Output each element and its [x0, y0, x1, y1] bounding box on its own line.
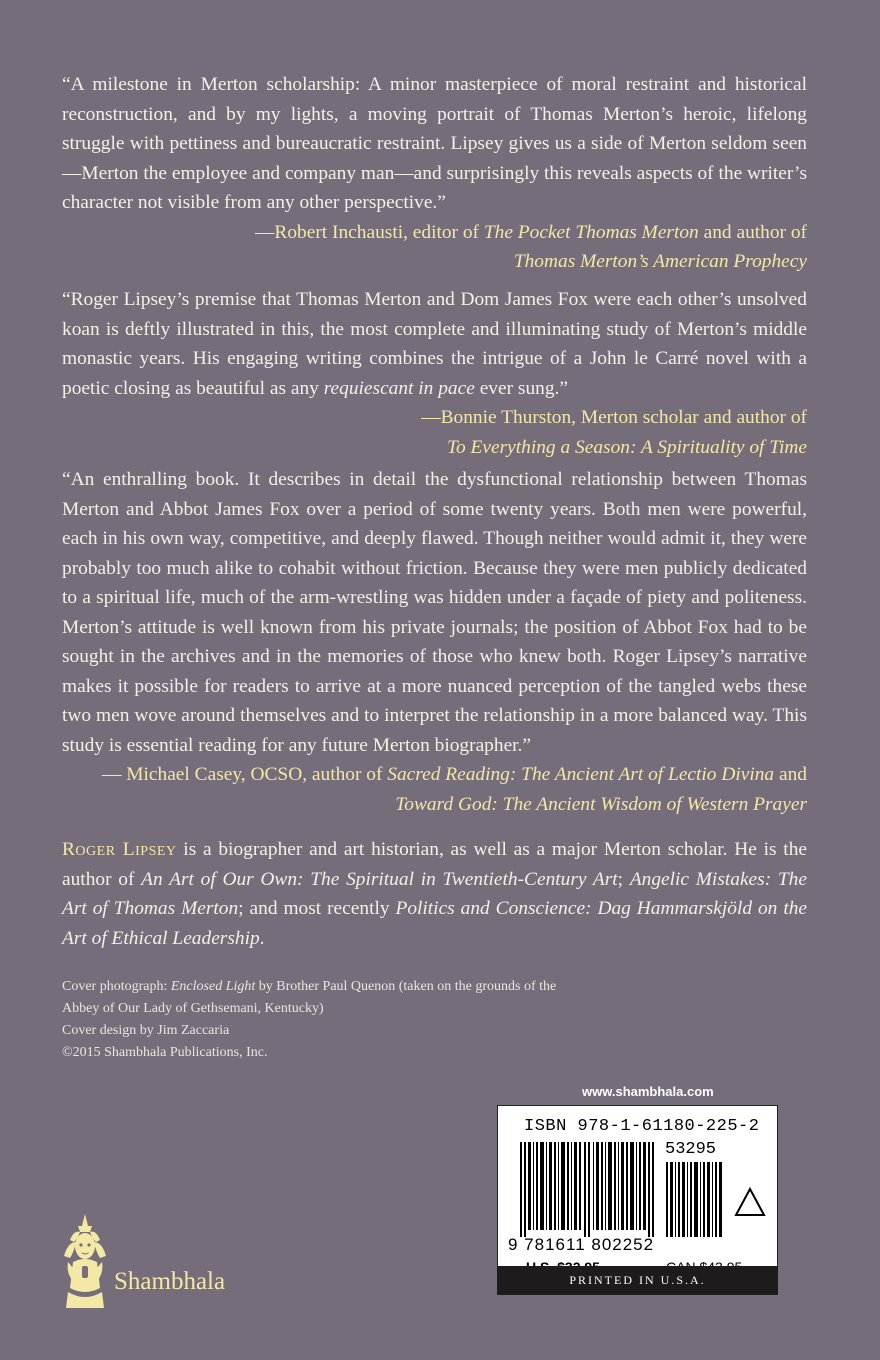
- shambhala-logo-icon: [60, 1212, 110, 1312]
- attribution-title: The Pocket Thomas Merton: [483, 221, 699, 243]
- isbn-number: ISBN 978-1-61180-225-2: [524, 1117, 760, 1136]
- author-bio: [62, 835, 807, 953]
- attribution-title: Sacred Reading: The Ancient Art of Lectio Divina: [387, 764, 775, 785]
- bio-separator: ;: [617, 868, 630, 890]
- attribution-prefix: —Robert Inchausti, editor of: [255, 221, 484, 243]
- photo-credit: [62, 976, 582, 1020]
- cover-credits: [62, 976, 582, 1064]
- bio-text: ; and most recently: [238, 898, 396, 919]
- attribution-title: Thomas Merton’s American Prophecy: [513, 251, 807, 272]
- addon-barcode: [666, 1162, 724, 1237]
- attribution-title: Toward God: The Ancient Wisdom of Western Prayer: [395, 793, 807, 815]
- author-name: Roger Lipsey: [62, 839, 177, 860]
- book-title: Angelic Mistakes: The Art of Thomas Merton: [62, 868, 807, 919]
- barcode-digits: 9 781611 802252: [508, 1235, 655, 1254]
- blurb-attribution: [62, 218, 807, 277]
- blurb-thurston: [62, 285, 807, 462]
- printed-in-usa: PRINTED IN U.S.A.: [497, 1266, 778, 1294]
- price-code: 53295: [665, 1140, 717, 1159]
- copyright: ©2015 Shambhala Publications, Inc.: [62, 1045, 268, 1060]
- blurb-text-italic: requiescant in pace: [323, 377, 475, 399]
- blurb-attribution: [62, 760, 807, 819]
- blurb-casey: [62, 465, 807, 819]
- blurb-attribution: [62, 403, 807, 462]
- attribution-line: —Bonnie Thurston, Merton scholar and author of: [421, 407, 807, 428]
- attribution-title: To Everything a Season: A Spirituality of Time: [447, 436, 807, 458]
- triangle-icon: [734, 1186, 766, 1218]
- attribution-mid: and: [774, 764, 807, 785]
- publisher-website: www.shambhala.com: [582, 1084, 714, 1099]
- publisher-name: Shambhala: [114, 1268, 226, 1295]
- blurb-text-part: ever sung.”: [474, 377, 568, 399]
- book-title: Politics and Conscience: Dag Hammarskjöld on the Art of Ethical Leadership: [62, 898, 808, 949]
- blurb-text: [62, 285, 807, 403]
- photo-title: Enclosed Light: [170, 979, 256, 994]
- bio-end: .: [259, 927, 265, 949]
- attribution-prefix: — Michael Casey, OCSO, author of: [102, 764, 388, 785]
- ean-barcode: [520, 1142, 660, 1237]
- attribution-mid: and author of: [698, 221, 807, 243]
- photo-credit-rest: by Brother Paul Quenon (taken on the grounds of the Abbey of Our Lady of Gethsemani, Kentucky): [62, 979, 557, 1016]
- book-title: An Art of Our Own: The Spiritual in Twentieth-Century Art: [141, 868, 618, 890]
- blurb-text: “A milestone in Merton scholarship: A minor masterpiece of moral restraint and historical reconstruction, and by my lights, a moving portrait of Thomas Merton’s heroic, lifelong struggle with pettiness and bureaucratic restraint. Lipsey gives us a side of Merton seldom seen—Merton the employee and company man—and surprisingly this reveals aspects of the writer’s character not visible from any other perspective.”: [62, 74, 807, 213]
- bio-text: is a biographer and art historian, as well as a major Merton scholar. He is the author of: [62, 839, 807, 890]
- design-credit: Cover design by Jim Zaccaria: [62, 1023, 230, 1038]
- blurb-text: “An enthralling book. It describes in detail the dysfunctional relationship between Thomas Merton and Abbot James Fox over a period of some twenty years. Both men were powerful, each in his own way, competitive, and deeply flawed. Though neither would admit it, they were probably too much alike to cohabit without friction. Because they were men publicly dedicated to a spiritual life, much of the arm-wrestling was hidden under a façade of piety and politeness. Merton’s attitude is well known from his private journals; the position of Abbot Fox had to be sought in the archives and in the memories of those who knew both. Roger Lipsey’s narrative makes it possible for readers to arrive at a more nuanced perception of the tangled webs these two men wove around themselves and to interpret the relationship in a more balanced way. This study is essential reading for any future Merton biographer.”: [62, 469, 807, 756]
- blurb-inchausti: [62, 70, 807, 277]
- blurb-text-part: “Roger Lipsey’s premise that Thomas Merton and Dom James Fox were each other’s unsolved koan is deftly illustrated in this, the most complete and illuminating study of Merton’s middle monastic years. His engaging writing combines the intrigue of a John le Carré novel with a poetic closing as beautiful as any: [62, 289, 807, 399]
- photo-credit-prefix: Cover photograph:: [62, 979, 171, 994]
